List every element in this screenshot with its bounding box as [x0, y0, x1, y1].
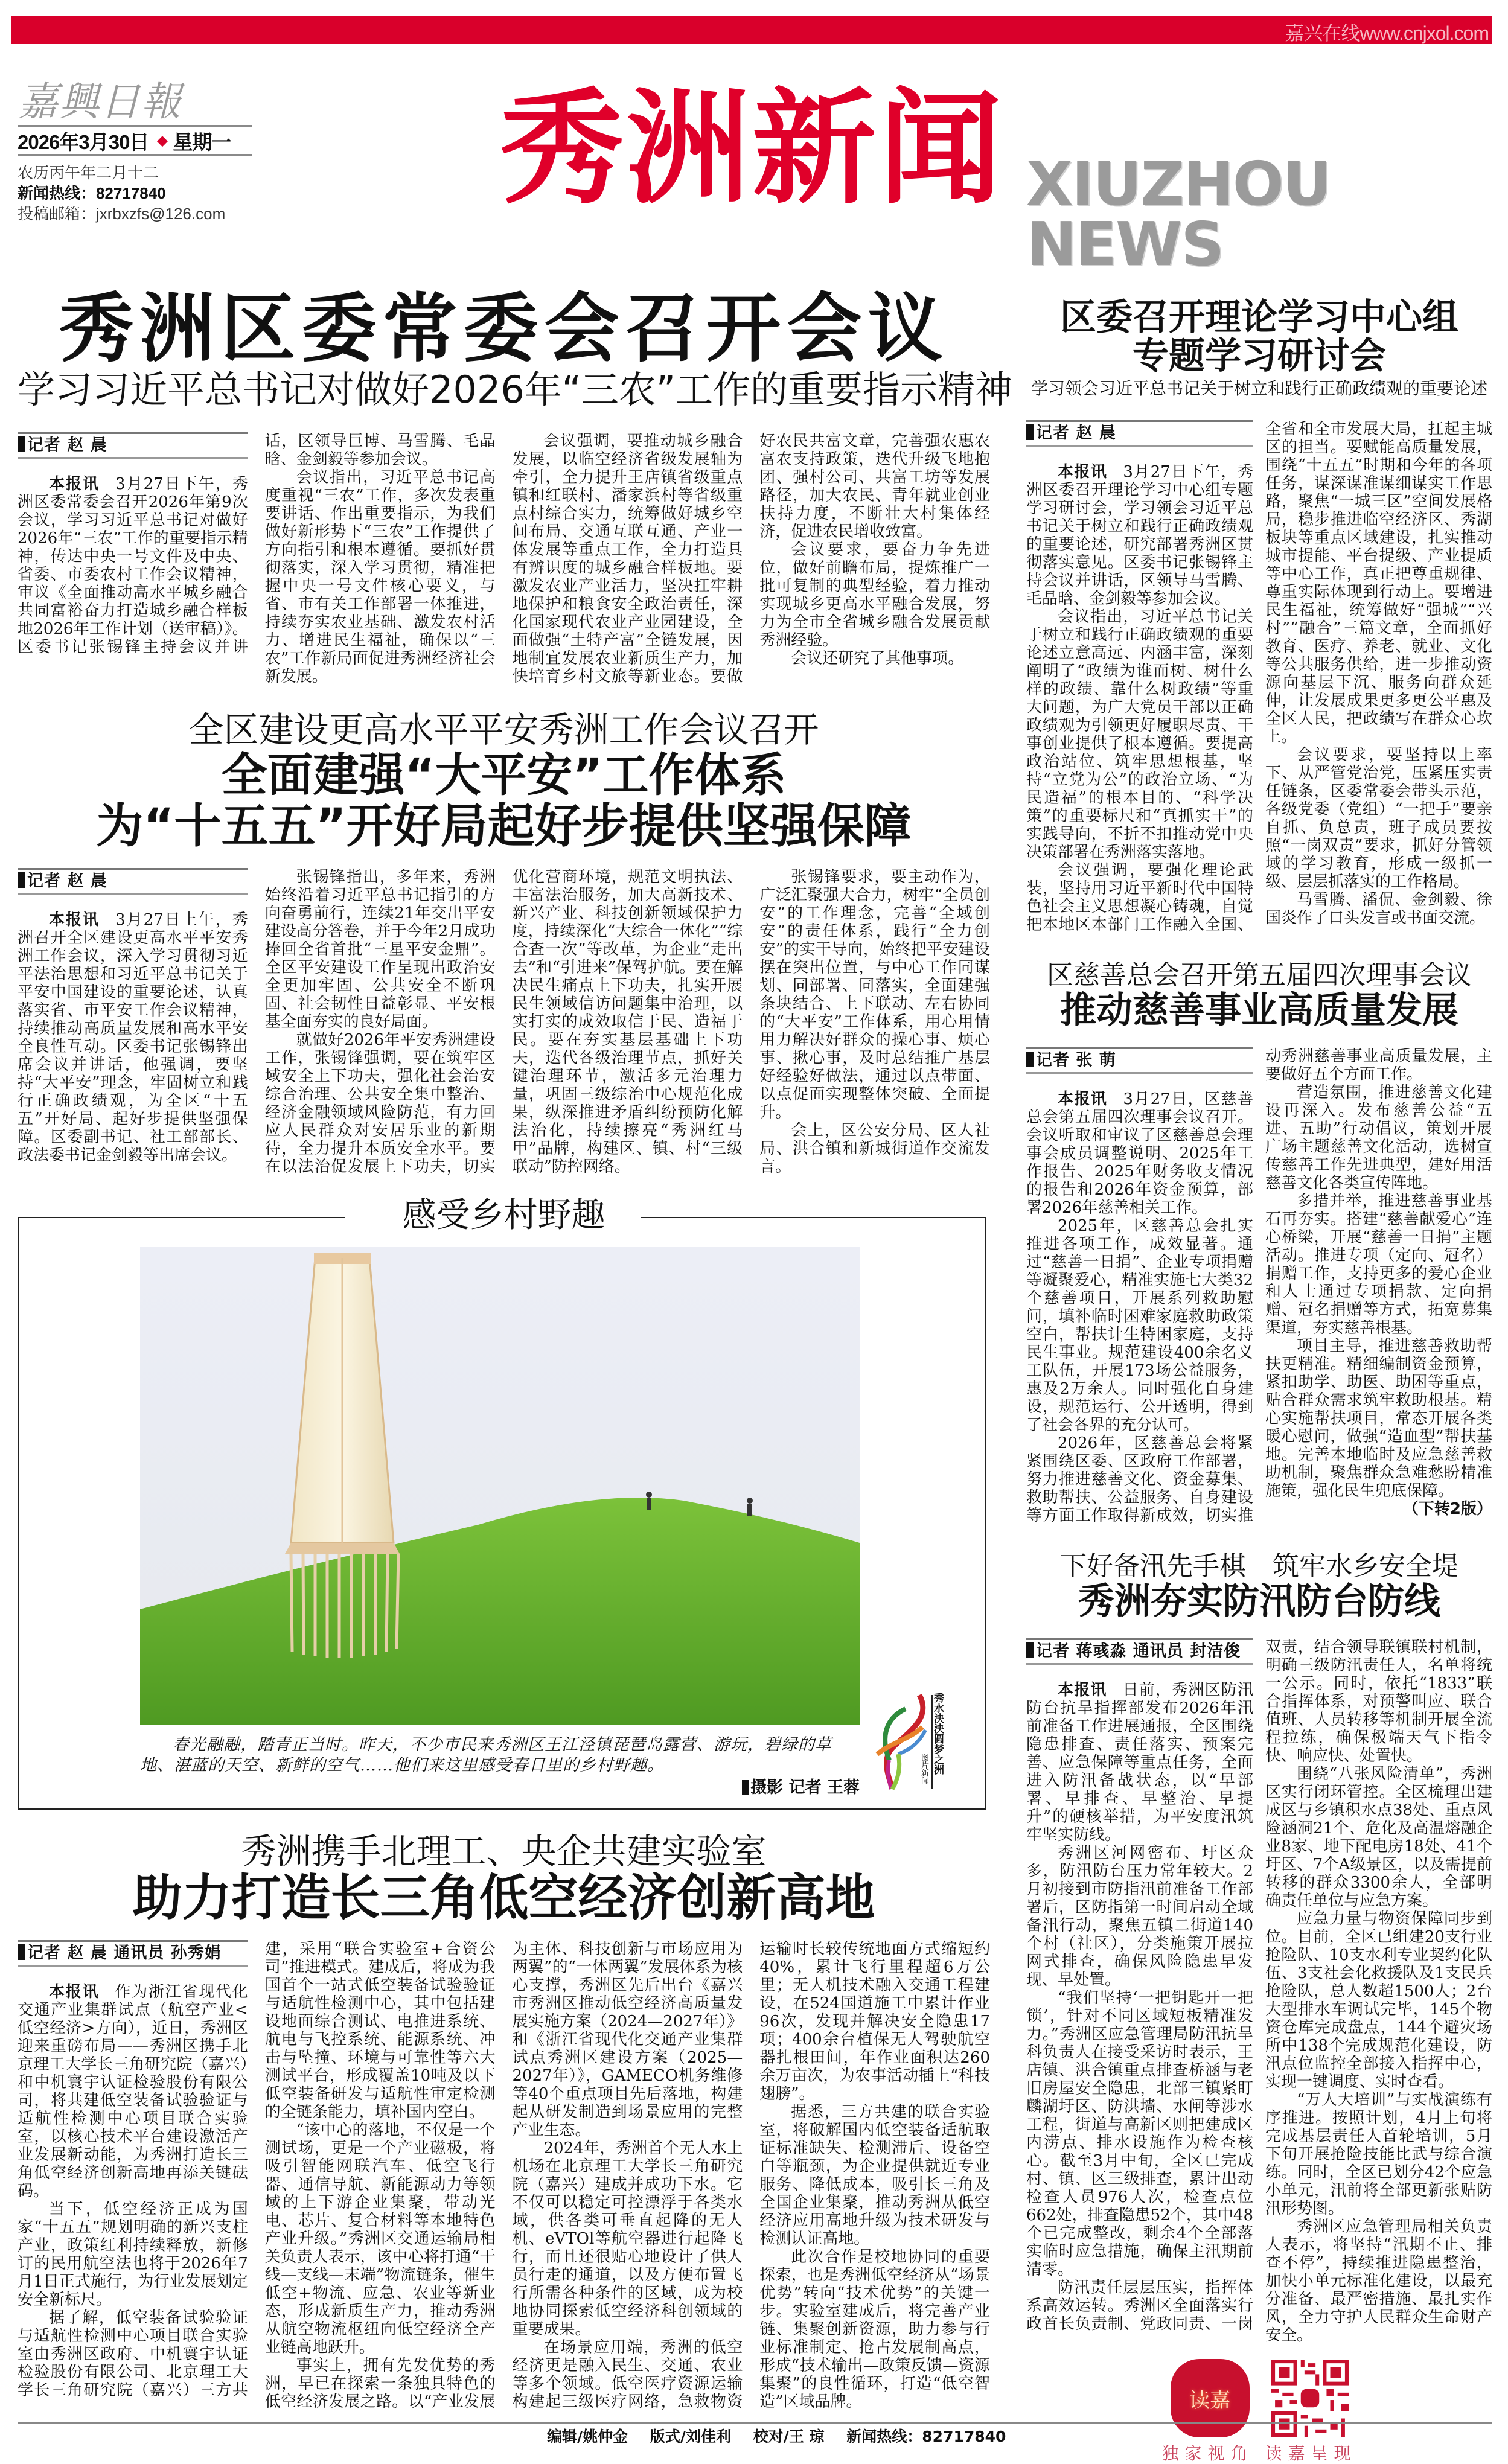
paragraph — [18, 1983, 248, 2200]
logo-label: 图片新闻 — [921, 1754, 930, 1786]
site-link[interactable]: 嘉兴在线www.cnjxol.com — [1285, 22, 1489, 44]
byline-marker-icon — [18, 1944, 25, 1960]
right-news-column — [1026, 298, 1492, 2464]
byline-marker-icon — [1026, 1642, 1034, 1658]
paragraph — [18, 911, 248, 1164]
byline-text: 记者 赵 晨 — [27, 872, 107, 890]
paragraph-text: 秀洲区河网密布、圩区众多，防汛防台压力常年较大。2月初接到市防指汛前准备工作部署后，区防指第一时间启动全域备汛行动，聚焦五镇二街道140个村（社区），分类施策开展拉网式排查，确保风险隐患早发现、早处置。 — [1026, 1844, 1253, 1989]
headline-a6: 助力打造长三角低空经济创新高地 — [132, 1869, 875, 1927]
paragraph — [759, 650, 990, 668]
footer-layout: 版式/刘佳利 — [650, 2428, 731, 2445]
byline-text: 记者 赵 晨 — [27, 436, 107, 455]
lead-label: 本报讯 — [49, 911, 100, 929]
byline — [18, 868, 248, 895]
paragraph — [759, 1122, 990, 1176]
top-banner — [11, 16, 1492, 44]
paragraph — [1265, 746, 1492, 891]
photo-news-logo — [874, 1694, 950, 1790]
continued-on-page-2[interactable]: （下转2版） — [1402, 1500, 1492, 1518]
paragraph-text: 张锡锋要求，要主动作为，广泛汇聚强大合力，树牢“全员创安”的工作理念，完善“全域创安”的责任体系，践行“全力创安”的实干导向，始终把平安建设摆在突出位置，与中心工作同谋划、同部署、同落实，全面建强条块结合、上下联动、左右协同的“大平安”工作体系，用心用情用力解决好群众的操心事、烦心事、揪心事，及时总结推广基层好经验好做法，通过以点带面、以点促面实现整体突破、全面提升。 — [759, 868, 990, 1122]
lunar-date: 农历丙午年二月十二 — [18, 164, 159, 182]
lead-label: 本报讯 — [1058, 1090, 1108, 1108]
submission-email: 投稿邮箱：jxrbxzfs@126.com — [18, 205, 226, 223]
headline-a5: 秀洲夯实防汛防台防线 — [1078, 1580, 1440, 1623]
paragraph — [759, 541, 990, 650]
headline-a2-line2: 为“十五五”开好局起好步提供坚强保障 — [96, 799, 912, 854]
paragraph-text: 2026年，区慈善总会将紧紧围绕区委、区政府工作部署，努力推进慈善文化、资金募集、救助帮扶、公益服务、自身建设等方面工作取得新成效，切实推动秀洲慈善事业高质量发展，主要做好五个方面工作。 — [1026, 1047, 1492, 1525]
diamond-icon: ◆ — [157, 133, 167, 148]
paragraph-text: 会议强调，要推动城乡融合发展，以临空经济省级发展轴为牵引，全力提升王店镇省级重点镇和红联村、潘家浜村等省级重点村综合实力，统筹做好城乡空间布局、交通互联互通、产业一体发展等重点工作，全力打造具有辨识度的城乡融合样板地。要激发农业产业活力，坚决扛牢耕地保护和粮食安全政治责任，深化国家现代农业产业园建设，全面做强“土特产富”全链发展，因地制宜发展农业新质生产力，加快培育乡村文旅等新业态。要做好农民共富文章，完善强农惠农富农支持政策，迭代升级飞地抱团、强村公司、共富工坊等发展路径，加大农民、青年就业创业扶持力度，不断壮大村集体经济，促进农民增收致富。 — [512, 432, 990, 686]
paragraph-text: 3月27日下午，秀洲区委召开理论学习中心组专题学习研讨会，学习领会习近平总书记关于树立和践行正确政绩观的重要论述，研究部署秀洲区贯彻落实意见。区委书记张锡锋主持会议并讲话，区领导马雪腾、毛晶晗、金剑毅等参加会议。 — [1026, 463, 1253, 608]
paragraph-text: 日前，秀洲区防汛防台抗旱指挥部发布2026年汛前准备工作进展通报，全区围绕隐患排查、责任落实、预案完善、应急保障等重点任务，全面进入防汛备战状态，以“早部署、早排查、早整治、早提升”的硬核举措，为平安度汛筑牢坚实防线。 — [1026, 1681, 1253, 1844]
left-news-column — [18, 286, 1013, 2411]
paragraph-text: 会议指出，习近平总书记高度重视“三农”工作，多次发表重要讲话、作出重要指示，为我们做好新形势下“三农”工作提供了方向指引和根本遵循。要抓好贯彻落实，深入学习贯彻，精准把握中央一号文件核心要义，与省、市有关工作部署一体推进，持续夯实农业基础、激发农村活力、增进民生福祉，确保以“三农”工作新局面促进秀洲经济社会新发展。 — [264, 468, 496, 686]
paragraph — [1265, 1765, 1492, 1910]
paragraph-text: “万人大培训”与实战演练有序推进。按照计划，4月上旬将完成基层责任人首轮培训，5月下旬开展抢险技能比武与综合演练。同时，全区已划分42个应急小单元，汛前将全部更新张贴防汛形势图。 — [1265, 2091, 1492, 2218]
paragraph-text: 会议要求，要坚持以上率下、从严管党治党，压紧压实责任链条，区委常委会带头示范，各级党委（党组）“一把手”要亲自抓、负总责，班子成员要按照“一岗双责”要求，抓好分管领域的学习教育，形成一级抓一级、层层抓落实的工作格局。 — [1265, 746, 1492, 891]
headline-a3-line1: 区委召开理论学习中心组 — [1060, 296, 1458, 339]
paragraph-text: 会议指出，习近平总书记关于树立和践行正确政绩观的重要论述立意高远、内涵丰富，深刻阐明了“政绩为谁而树、树什么样的政绩、靠什么树政绩”等重大问题，为广大党员干部以正确政绩观为引领更好履职尽责、干事创业提供了根本遵循。要提高政治站位、筑牢思想根基，坚持“立党为公”的政治立场、“为民造福”的根本目的、“科学决策”的重要标尺和“真抓实干”的实践导向，不折不扣推动党中央决策部署在秀洲落实落地。 — [1026, 608, 1253, 861]
byline-marker-icon — [1026, 1052, 1034, 1067]
article-body-a6 — [18, 1940, 990, 2411]
lead-label: 本报讯 — [49, 1983, 100, 2001]
paragraph — [265, 2121, 496, 2357]
byline-marker-icon — [18, 872, 25, 888]
article-body-a3 — [1026, 420, 1492, 934]
paragraph-text: 应急力量与物资保障同步到位。目前，全区已组建20支行业抢险队、10支水利专业契约化队伍、3支社会化救援队及1支民兵抢险队，总人数超1500人；2台大型排水车调试完毕，145个物资仓库完成盘点，144个避灾场所中138个完成规范化建设，防汛点位监控全部接入指挥中心，实现一键调度、实时查看。 — [1265, 1910, 1492, 2091]
article-body-a5 — [1026, 1638, 1492, 2344]
byline-text: 记者 赵 晨 通讯员 孙秀娟 — [27, 1944, 222, 1962]
news-hotline: 新闻热线：82717840 — [18, 184, 166, 202]
byline — [18, 432, 248, 459]
app-slogan: 独家视角 读嘉呈现 — [1161, 2443, 1357, 2463]
article-body-a1 — [18, 432, 990, 686]
paragraph-text: 2024年，秀洲首个无人水上机场在北京理工大学长三角研究院（嘉兴）建成并成功下水。它不仅可以稳定可控漂浮于各类水域，供各类可垂直起降的无人机、eVTOl等航空器进行起降飞行，而且还很贴心地设计了供人员行走的通道，以及方便布置飞行所需各种条件的区域，成为校地协同探索低空经济科创领域的重要成果。 — [512, 2139, 743, 2338]
paragraph — [1265, 2091, 1492, 2218]
footer-editor: 编辑/姚仲金 — [547, 2428, 628, 2445]
byline-marker-icon — [18, 436, 25, 452]
paragraph-text: 在场景应用端，秀洲的低空经济更是融入民生、交通、农业等多个领域。低空医疗资源运输构建起三级医疗网络，急救物资运输时长较传统地面方式缩短约40%，累计飞行里程超6万公里；无人机技术融入交通工程建设，在524国道施工中累计作业96次，发现并解决安全隐患17项；400余台植保无人驾驶航空器扎根田间，年作业面积达260余万亩次，为农事活动插上“科技翅膀”。 — [512, 1940, 990, 2411]
paragraph-text: 3月27日下午，秀洲区委常委会召开2026年第9次会议，学习习近平总书记对做好2026年“三农”工作的重要指示精神，传达中央一号文件及中央、省委、市委农村工作会议精神，审议《全面推动高水平城乡融合共同富裕奋力打造城乡融合样板地2026年工作计划（送审稿）》。区委书记张锡锋主持会议并讲话，区领导巨博、马雪腾、毛晶晗、金剑毅等参加会议。 — [18, 432, 496, 656]
paper-logo: 嘉興日報 — [18, 78, 182, 125]
photo-credit-text: 摄影 记者 王蓉 — [750, 1778, 860, 1797]
paragraph-text: 3月27日上午，秀洲召开全区建设更高水平平安秀洲工作会议，深入学习贯彻习近平法治思想和习近平总书记关于平安中国建设的重要论述，认真落实省、市平安工作会议精神，持续推动高质量发展和高水平安全良性互动。区委书记张锡锋出席会议并讲话，他强调，要坚持“大平安”理念，牢固树立和践行正确政绩观，为全区“十五五”开好局、起好步提供坚强保障。区委副书记、社工部部长、政法委书记金剑毅等出席会议。 — [18, 911, 248, 1164]
byline — [18, 1940, 248, 1967]
page-footer — [547, 2428, 1023, 2446]
headline-a3-line2: 专题学习研讨会 — [1133, 335, 1386, 377]
byline — [1026, 420, 1253, 447]
paragraph — [1026, 463, 1253, 608]
paragraph — [1265, 891, 1492, 927]
byline — [1026, 1638, 1253, 1665]
photo-news-section — [18, 1198, 990, 1811]
photo-credit — [621, 1778, 860, 1798]
paragraph-text: 2025年，区慈善总会扎实推进各项工作，成效显著。通过“慈善一日捐”、企业专项捐赠等凝聚爱心，精准实施七大类32个慈善项目，开展系列救助慰问，填补临时困难家庭救助政策空白，帮扶计生特困家庭，支持民生事业。规范建设400余名义工队伍，开展173场公益服务，惠及2万余人。同时强化自身建设，规范运行、公开透明，得到了社会各界的充分认可。 — [1026, 1217, 1253, 1434]
paragraph — [1026, 1090, 1253, 1217]
app-promo — [1026, 2359, 1492, 2464]
byline-text: 记者 赵 晨 — [1036, 424, 1116, 442]
paragraph — [265, 468, 496, 686]
paragraph-text: 围绕“八张风险清单”，秀洲区实行闭环管控。全区梳理出建成区与乡镇积水点38处、重点风险涵洞21个、危化及高温熔融企业8家、地下配电房18处、41个圩区、7个A级景区，以及需提前转移的群众3300余人，全部明确责任单位与应急方案。 — [1265, 1765, 1492, 1910]
paragraph-text: 会议要求，要奋力争先进位，做好前瞻布局，提炼推广一批可复制的典型经验，着力推动实现城乡更高水平融合发展，努力为全市全省城乡融合发展贡献秀洲经验。 — [759, 541, 990, 650]
paragraph-text: 防汛责任层层压实，指挥体系高效运转。秀洲区全面落实行政首长负责制、党政同责、一岗双责，结合领导联镇联村机制，明确三级防汛责任人，名单将统一公示。同时，依托“1833”联合指挥体系，对预警叫应、联合值班、人员转移等机制开展全流程拉练，确保极端天气下指令快、响应快、处置快。 — [1026, 1638, 1492, 2333]
date-row — [18, 125, 252, 156]
paragraph — [759, 868, 990, 1122]
paragraph — [1265, 1910, 1492, 2091]
paragraph-text: 项目主导，推进慈善救助帮扶更精准。精细编制资金预算，紧扣助学、助医、助困等重点，贴合群众需求筑牢救助根基。精心实施帮扶项目，常态开展各类暖心慰问，做强“造血型”帮扶基地。完善本地临时及应急慈善救助机制，聚焦群众急难愁盼精准施策，强化民生兜底保障。 — [1265, 1337, 1492, 1500]
paragraph — [759, 2103, 990, 2248]
logo-slogan: 秀水泱泱 圆梦之洲 — [934, 1693, 944, 1776]
footer-hotline: 新闻热线：82717840 — [846, 2428, 1006, 2445]
paragraph — [1265, 2218, 1492, 2344]
kicker-a5: 下好备汛先手棋 筑牢水乡安全堤 — [1060, 1551, 1458, 1581]
byline — [1026, 1047, 1253, 1074]
paragraph-text: 事实上，拥有先发优势的秀洲，早已在探索一条独具特色的低空经济发展之路。以“产业发展为主体、科技创新与市场应用为两翼”的“一体两翼”发展体系为核心支撑，秀洲区先后出台《嘉兴市秀洲区推动低空经济高质量发展实施方案（2024—2027年）》和《浙江省现代化交通产业集群试点秀洲区建设方案（2025—2027年）》，GAMECO机务维修等40个重点项目先后落地，构建起从研发制造到场景应用的完整产业生态。 — [264, 1940, 743, 2411]
kicker-a4: 区慈善总会召开第五届四次理事会议 — [1047, 960, 1472, 991]
app-promo-row — [1171, 2359, 1349, 2437]
paragraph-text: “我们坚持‘一把钥匙开一把锁’，针对不同区域短板精准发力。”秀洲区应急管理局防汛抗旱科负责人在接受采访时表示，王店镇、洪合镇重点排查桥涵与老旧房屋安全隐患，北部三镇紧盯麟湖圩区、防洪墙、水闸等涉水工程，街道与高新区则把建成区内涝点、排水设施作为检查核心。截至3月中旬，全区已完成村、镇、区三级排查，累计出动检查人员976人次，检查点位662处，排查隐患52个，其中48个已完成整改，剩余4个全部落实临时应急措施，确保主汛期前清零。 — [1026, 1989, 1253, 2279]
byline-text: 记者 蒋彧淼 通讯员 封洁俊 — [1036, 1642, 1241, 1661]
paragraph-text: 据了解，低空装备试验验证与适航性检测中心项目联合实验室由秀洲区政府、中机寰宇认证检验股份有限公司、北京理工大学长三角研究院（嘉兴）三方共建，采用“联合实验室+合资公司”推进模式。建成后，将成为我国首个一站式低空装备试验验证与适航性检测中心，其中包括建设地面综合测试、电推进系统、航电与飞控系统、能源系统、冲击与坠撞、环境与可靠性等六大测试平台，形成覆盖10吨及以下低空装备研发与适航性审定检测的全链条能力，填补国内空白。 — [18, 1940, 496, 2399]
headline-a4: 推动慈善事业高质量发展 — [1060, 989, 1458, 1032]
paragraph-text: 会议强调，要强化理论武装，坚持用习近平新时代中国特色社会主义思想凝心铸魂，自觉把本地区本部门工作融入全国、全省和全市发展大局，扛起主城区的担当。要赋能高质量发展，围绕“十五五”时期和今年的各项任务，谋深谋准谋细谋实工作思路，聚焦“一城三区”空间发展格局，稳步推进临空经济区、秀湖板块等重点区域建设，扎实推动城市提能、平台提级、产业提质等中心工作，真正把尊重规律、尊重实际体现到行动上。要增进民生福祉，统筹做好“强城”“兴村”“融合”三篇文章，全面抓好教育、医疗、养老、就业、文化等公共服务供给，进一步推动资源向基层下沉、服务向群众延伸，让发展成果更多更公平惠及全区人民，把政绩写在群众心坎上。 — [1026, 420, 1492, 934]
byline-marker-icon — [742, 1780, 749, 1795]
paragraph-text: 会上，区公安分局、区人社局、洪合镇和新城街道作交流发言。 — [759, 1122, 990, 1176]
paragraph — [1026, 1989, 1253, 2279]
footer-proofreader: 校对/王 琼 — [753, 2428, 825, 2445]
paragraph — [1026, 1844, 1253, 1989]
paragraph-text: 秀洲区应急管理局相关负责人表示，将坚持“汛期不止、排查不停”，持续推进隐患整治，加快小单元标准化建设，以最充分准备、最严密措施、最扎实作风，全力守护人民群众生命财产安全。 — [1265, 2218, 1492, 2344]
logo-divider — [931, 1695, 933, 1789]
paragraph-text: 作为浙江省现代化交通产业集群试点（航空产业<低空经济>方向），近日，秀洲区迎来重磅布局——秀洲区携手北京理工大学长三角研究院（嘉兴）和中机寰宇认证检验股份有限公司，将共建低空装备试验验证与适航性检测中心项目联合实验室，以核心技术平台建设激活产业发展新动能，为秀洲打造长三角低空经济创新高地再添关键砝码。 — [18, 1983, 248, 2200]
section-title: 秀洲新闻 — [500, 77, 1005, 221]
headline-a1: 秀洲区委常委会召开会议 — [59, 286, 949, 372]
section-title-english: XIUZHOU NEWS — [1026, 148, 1331, 279]
paragraph-text: 当下，低空经济正成为国家“十五五”规划明确的新兴支柱产业，政策红利持续释放，新修订的民用航空法也将于2026年7月1日正式施行，为行业发展划定安全新标尺。 — [18, 2200, 248, 2309]
paragraph-text: 张锡锋指出，多年来，秀洲始终沿着习近平总书记指引的方向奋勇前行，连续21年交出平安建设高分答卷，并于今年2月成功捧回全省首批“三星平安金鼎”。全区平安建设工作呈现出政治安全更加牢固、公共安全不断巩固、社会韧性日益彰显、平安根基全面夯实的良好局面。 — [264, 868, 496, 1031]
footer-divider — [18, 2422, 1492, 2424]
paragraph — [1026, 608, 1253, 861]
issue-date: 2026年3月30日 — [18, 130, 149, 153]
paragraph-text: 多措并举，推进慈善事业基石再夯实。搭建“慈善献爱心”连心桥梁，开展“慈善一日捐”主题活动。推进专项（定向、冠名）捐赠工作，支持更多的爱心企业和人士通过专项捐款、定向捐赠、冠名捐赠等方式，拓宽募集渠道，夯实慈善根基。 — [1265, 1192, 1492, 1337]
lead-label: 本报讯 — [1058, 463, 1108, 481]
paragraph-text: 3月27日，区慈善总会第五届四次理事会议召开。会议听取和审议了区慈善总会理事会成员调整说明、2025年工作报告、2025年财务收支情况的报告和2026年资金预算，部署2026年慈善相关工作。 — [1026, 1090, 1253, 1217]
paragraph — [265, 868, 496, 1031]
byline-text: 记者 张 萌 — [1036, 1051, 1116, 1070]
paragraph-text: 此次合作是校地协同的重要探索，也是秀洲低空经济从“场景优势”转向“技术优势”的关键一步。实验室建成后，将完善产业链、集聚创新资源，助力参与行业标准制定、抢占发展制高点，形成“技术输出—政策反馈—资源集聚”的良性循环，打造“低空智造”区域品牌。 — [759, 2248, 990, 2411]
article-body-a2 — [18, 868, 990, 1176]
paragraph — [513, 2139, 743, 2338]
subheadline-a3: 学习领会习近平总书记关于树立和践行正确政绩观的重要论述 — [1030, 378, 1487, 398]
headline-a2-line1: 全面建强“大平安”工作体系 — [221, 748, 787, 802]
paragraph-text: 就做好2026年平安秀洲建设工作，张锡锋强调，要在筑牢区域安全上下功夫，强化社会治安综合治理、公共安全集中整治、经济金融领域风险防范，有力回应人民群众对安居乐业的新期待，全力提升本质安全水平。要在以法治促发展上下功夫，切实优化营商环境，规范文明执法、丰富法治服务，加大高新技术、新兴产业、科技创新领域保护力度，持续深化“大综合一体化”“综合查一次”等改革，为企业“走出去”和“引进来”保驾护航。要在解决民生痛点上下功夫，扎实开展民生领域信访问题集中治理，以实打实的成效取信于民、造福于民。要在夯实基层基础上下功夫，迭代各级治理节点，抓好关键治理环节，激活多元治理力量，巩固三级综治中心规范化成果，纵深推进矛盾纠纷预防化解法治化，持续擦亮“秀洲红马甲”品牌，构建区、镇、村“三级联动”防控网络。 — [264, 868, 743, 1176]
lead-label: 本报讯 — [49, 475, 100, 493]
paragraph — [759, 2248, 990, 2411]
paragraph-text: 据悉，三方共建的联合实验室，将破解国内低空装备适航取证标准缺失、检测滞后、设备空白等瓶颈，为企业提供就近专业服务、降低成本，吸引长三角及全国企业集聚，推动秀洲从低空经济应用高地升级为技术研发与检测认证高地。 — [759, 2103, 990, 2248]
byline-marker-icon — [1026, 424, 1034, 440]
lead-label: 本报讯 — [1058, 1681, 1107, 1699]
weekday: 星期一 — [173, 130, 231, 153]
subheadline-a1: 学习习近平总书记对做好2026年“三农”工作的重要指示精神 — [18, 368, 1013, 412]
paragraph-text: “该中心的落地，不仅是一个测试场，更是一个产业磁极，将吸引智能网联汽车、低空飞行器、通信导航、新能源动力等领域的上下游企业集聚，带动光电、芯片、复合材料等本地特色产业升级。”秀洲区交通运输局相关负责人表示，该中心将打通“干线—支线—末端”物流链条，催生低空+物流、应急、农业等新业态，形成新质生产力，推动秀洲从航空物流枢纽向低空经济全产业链高地跃升。 — [264, 2121, 496, 2357]
app-logo-text: 读嘉 — [1189, 2388, 1230, 2413]
paragraph — [1265, 1084, 1492, 1192]
photo-title: 感受乡村野趣 — [402, 1196, 605, 1235]
kicker-a6: 秀洲携手北理工、央企共建实验室 — [241, 1831, 767, 1872]
paragraph-text: 会议还研究了其他事项。 — [791, 650, 964, 668]
qr-code-icon[interactable] — [1271, 2360, 1349, 2437]
paragraph — [1265, 1192, 1492, 1337]
paragraph — [18, 2200, 248, 2309]
paragraph — [1265, 1337, 1492, 1500]
article-body-a4 — [1026, 1047, 1492, 1525]
paragraph-text: 马雪腾、潘侃、金剑毅、徐国炎作了口头发言或书面交流。 — [1265, 891, 1492, 927]
photo-caption: 春光融融，踏青正当时。昨天，不少市民来秀洲区王江泾镇琵琶岛露营、游玩，碧绿的草地、湛蓝的天空、新鲜的空气……他们来这里感受春日里的乡村野趣。 — [140, 1735, 832, 1775]
paragraph-text: 营造氛围，推进慈善文化建设再深入。发布慈善公益“五进、五助”行动倡议，策划开展广场主题慈善文化活动，选树宣传慈善工作先进典型，建好用活慈善文化各类宣传阵地。 — [1265, 1084, 1492, 1192]
kicker-a2: 全区建设更高水平平安秀洲工作会议召开 — [188, 709, 819, 750]
paragraph — [1026, 1217, 1253, 1434]
app-logo[interactable] — [1171, 2359, 1250, 2437]
photo-pavilion-on-meadow — [140, 1247, 860, 1725]
paragraph — [1026, 1681, 1253, 1844]
